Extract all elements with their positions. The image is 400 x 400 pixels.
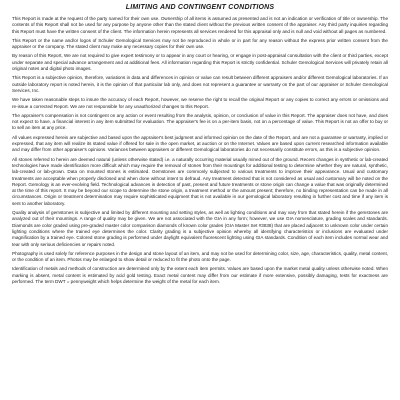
- paragraph-7: All values expressed herein are subjective and based upon the appraiser's best judgment and informed opinion on the date of the Report, and are not a guarantee or warranty, implied or expressed, that any item will realize its stated value if offered for sale in the open market, at auction or on the Internet. Values are based upon current researched information available and may differ from other appraiser's opinions. Variances between appraisers or different Gemological laboratories do not necessarily constitute errors, as this is a subjective opinion.: [12, 134, 388, 153]
- paragraph-9: Quality analysis of gemstones is subjective and limited by different mounting and setting styles, as well as lighting conditions and may vary from that stated herein if the gemstones are analyzed out of their mountings. A range of quality may be given. We are not associated with the GIA in any form; however, we use GIA nomenclature, grading scales and standards. Diamonds are color graded using pre-graded master color comparison diamonds of known color grades (GIA Master Set #3838) that are placed adjacent to unknown color under certain lighting conditions where the trained eye determines the color. Clarity grading is a subjective opinion whereby all identifying characteristics or inclusions are evaluated under magnification by a trained eye. Colored stone grading is performed under daylight equivalent fluorescent lighting using GIA standards. Condition of each item includes normal wear and tear with only serious deficiencies or repairs noted.: [12, 210, 388, 247]
- paragraph-3: By reason of this Report, We are not required to give expert testimony or to appear in any court or hearing, or engage in post-appraisal consultation with the client or third parties, except under separate and special advance arrangement and at additional fees. All information regarding this Report is strictly confidential. Schuler Gemological Services will privately retain all original notes and digital photo images.: [12, 53, 388, 72]
- document-title: LIMITING AND CONTINGENT CONDITIONS: [125, 4, 275, 11]
- paragraph-1: This Report is made at the request of the party named for their own use. Ownership of all items is assumed as presented and is not an indication or verification of title or ownership. The contents of this Report shall not be used for any purpose by anyone other than the stated client without the previous written consent of the appraiser. Any third party inquiries regarding this Report must have the written consent of the client. The information herein represents all services rendered for this appraisal only and is null and void without all pages as numbered.: [12, 16, 388, 34]
- paragraph-8: All stones referred to herein are deemed natural (unless otherwise stated) i.e. a naturally occurring material usually mined out of the ground. Recent changes in synthetic or lab-created technologies have made identification more difficult which may require the removal of stones from their mountings for additional testing to determine whether they are natural, synthetic, lab-created or lab-grown. Data on mounted stones is estimated. Gemstones are commonly subjected to various treatments to improve their appearance. Usual and customary treatments are acceptable when properly disclosed and when done without intent to defraud. Any treatment detected that is not considered as usual and customary will be noted on the Report. Gemology is an ever-evolving field. Technological advances in detection of past, present and future treatments or stone origin can change a value that was originally determined at the time of this report. It may be beyond our scope to determine the stone origin, a treatment method or the amount present; therefore, no binding representation can be made in all circumstances. Origin or treatment determination may require sophisticated equipment that is not available in our gemological laboratory resulting in further cost and time if any item is sent to another laboratory.: [12, 156, 388, 206]
- paragraph-4: This Report is a subjective opinion, therefore, variations in data and differences in opinion or value can result between different appraisers and/or different Gemological laboratories. If an outside laboratory report is noted herein, it is the opinion of that particular lab only, and does not represent a guarantee or warranty on the part of our appraiser or Schuler Gemological Services, Inc.: [12, 75, 388, 93]
- paragraph-6: The appraiser's compensation is not contingent on any action or event resulting from the analysis, opinion, or conclusion of value in this Report. The appraiser does not have, and does not expect to have, a financial interest in any item submitted for evaluation. The appraiser's fee is on a per-item basis, not on a percentage of value. This Report is not an offer to buy or to sell an item at any price.: [12, 112, 388, 131]
- paragraph-11: Identification of metals and methods of construction are determined only by the extent each item permits. Values are based upon the market metal quality unless otherwise noted. When marking is absent, metal content is estimated by acid gold testing. Exact metal content may differ from our estimate if more extensive, possibly damaging, tests for exactness are performed. The term DWT = pennyweight which helps determine the weight of the metal for each item.: [12, 266, 388, 284]
- paragraph-5: We have taken reasonable steps to insure the accuracy of each Report, however, we reserve the right to recall the original Report or any copies to correct any errors or omissions and re-issue a corrected Report. We are not responsible for any unauthorized changes to this Report.: [12, 97, 388, 109]
- paragraph-2: This Report or the name and/or logos of Schuler Gemological Services may not be reproduced in whole or in part for any reason without the express prior written consent from the appraiser or the company. The stated client may make any necessary copies for their own use.: [12, 37, 388, 50]
- paragraph-10: Photography is used solely for reference purposes in the design and stone layout of an item, and may not be used for determining color, size, age, characteristics, quality, metal content, or the condition of an item. Photos may be enlarged to show detail or reduced to fit the photo onto the page.: [12, 250, 388, 263]
